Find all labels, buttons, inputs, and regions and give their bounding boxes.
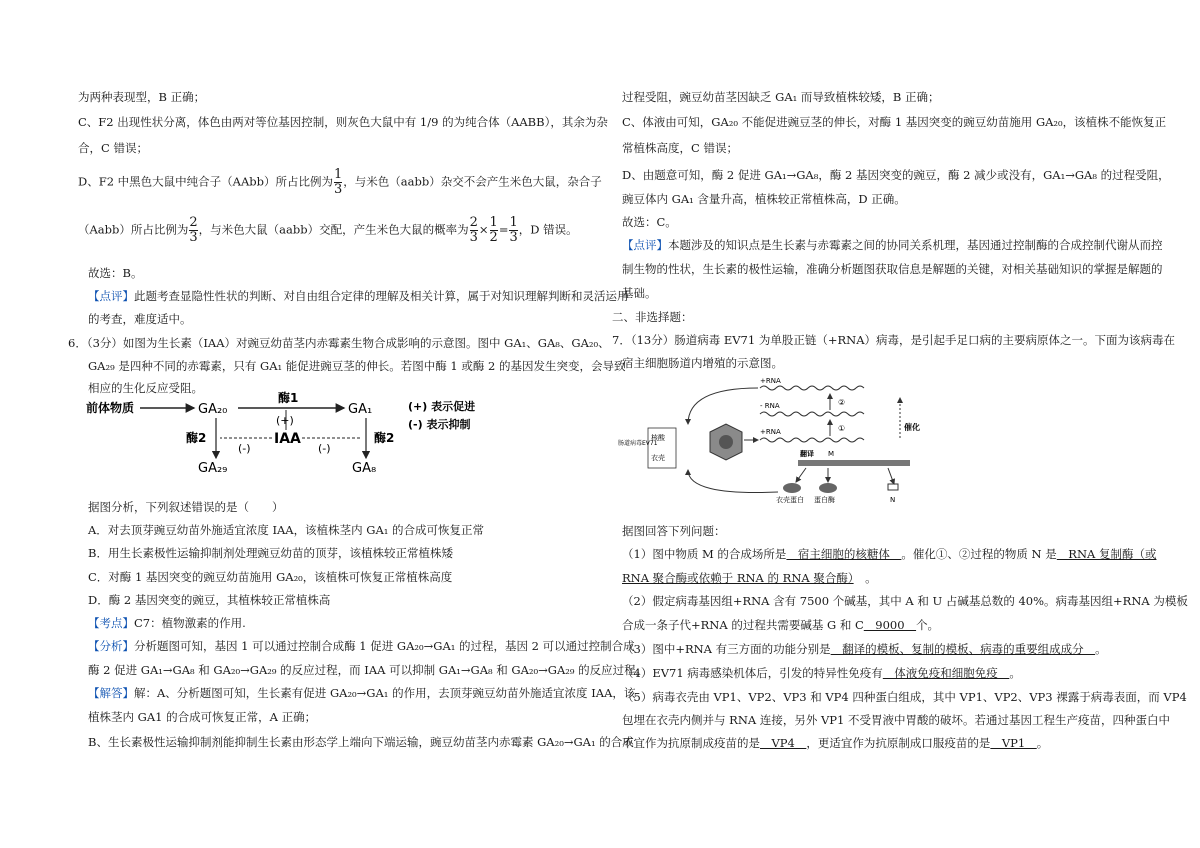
comment-text: 此题考查显隐性性状的判断、对自由组合定律的理解及相关计算，属于对知识理解判断和灵活运用 <box>134 289 629 303</box>
fraction <box>470 216 478 245</box>
shell-label: 衣壳 <box>651 454 665 462</box>
comment-tag: 【点评】 <box>622 238 668 252</box>
ga20-label: GA₂₀ <box>198 402 228 417</box>
question-text: 。 <box>1036 736 1049 750</box>
text-segment: ，与米色（aabb）杂交不会产生米色大鼠，杂合子 <box>343 174 602 189</box>
ga8-label: GA₈ <box>352 461 377 476</box>
option-b: B．用生长素极性运输抑制剂处理豌豆幼苗的顶芽，该植株较正常植株矮 <box>88 546 453 560</box>
enzyme2-left-label: 酶2 <box>186 431 207 445</box>
answer-text: 解：A、分析题图可知，生长素有促进 GA₂₀→GA₁ 的作用，去顶芽豌豆幼苗外施适宜浓度 IAA，该 <box>134 686 636 700</box>
question-stem: 据图回答下列问题： <box>622 524 726 538</box>
answer-4-line <box>612 664 1132 682</box>
text-segment: ，D 错误。 <box>518 222 578 237</box>
answer-blank: RNA 复制酶（或 <box>1056 547 1157 561</box>
enzyme2-right-label: 酶2 <box>374 431 395 445</box>
iaa-label: IAA <box>274 431 301 447</box>
answer-3-line <box>612 640 1132 658</box>
analysis-line: 酶 2 促进 GA₁→GA₈ 和 GA₂₀→GA₂₉ 的反应过程，而 IAA 可以抑制 GA₁→GA₈ 和 GA₂₀→GA₂₉ 的反应过程。 <box>88 663 648 677</box>
option-c: C．对酶 1 基因突变的豌豆幼苗施用 GA₂₀，该植株可恢复正常植株高度 <box>88 570 453 584</box>
text-line: 为两种表现型，B 正确； <box>78 90 206 104</box>
option-a: A．对去顶芽豌豆幼苗外施适宜浓度 IAA，该植株茎内 GA₁ 的合成可恢复正常 <box>88 523 485 537</box>
question-text: 不宜作为抗原制成疫苗的是 <box>622 736 760 750</box>
core-label: 核酸 <box>651 434 665 442</box>
fraction-denominator: 3 <box>509 230 518 245</box>
analysis-tag: 【分析】 <box>88 639 134 653</box>
text-line-with-fraction <box>78 216 598 245</box>
rna-minus: - RNA <box>760 402 780 410</box>
fraction <box>189 216 197 245</box>
polypeptide-bar <box>798 460 910 466</box>
comment-line <box>612 236 1163 254</box>
answer-2-line <box>612 616 1132 634</box>
legend-minus: (-) 表示抑制 <box>408 418 471 431</box>
fraction-numerator: 1 <box>334 167 343 182</box>
answer-line: B、生长素极性运输抑制剂能抑制生长素由形态学上端向下端运输，豌豆幼苗茎内赤霉素 GA₂₀→GA₁ 的合成 <box>88 735 634 749</box>
n-label: N <box>890 496 896 504</box>
question-text: （3）图中+RNA 有三方面的功能分别是 <box>622 642 831 656</box>
question-7-line: 7．（13分）肠道病毒 EV71 为单股正链（+RNA）病毒，是引起手足口病的主要病原体之一。下面为该病毒在 <box>612 333 1176 347</box>
knowledge-tag: 【考点】 <box>88 616 134 630</box>
question-text: 。 <box>853 571 877 585</box>
rna-plus-top: +RNA <box>760 377 781 385</box>
answer-1-line <box>612 545 1157 563</box>
rna-plus-mid: +RNA <box>760 428 781 436</box>
question-6-line: 相应的生化反应受阻。 <box>88 381 203 395</box>
catalyze-label: 催化 <box>904 423 920 432</box>
operator: = <box>498 222 509 237</box>
answer-5-line: 包埋在衣壳内侧并与 RNA 连接，另外 VP1 不受胃液中胃酸的破坏。若通过基因工程生产疫苗，四种蛋白中 <box>622 713 1171 727</box>
question-6-line: GA₂₉ 是四种不同的赤霉素，只有 GA₁ 能促进豌豆茎的伸长。若图中酶 1 或酶 2 的基因发生突变，会导致 <box>88 359 626 373</box>
answer-tag: 【解答】 <box>88 686 134 700</box>
operator: × <box>478 222 489 237</box>
text-segment: ，与米色大鼠（aabb）交配，产生米色大鼠的概率为 <box>198 222 469 237</box>
answer-5-line: （5）病毒衣壳由 VP1、VP2、VP3 和 VP4 四种蛋白组成，其中 VP1、VP2、VP3 裸露于病毒表面，而 VP4 <box>622 690 1187 704</box>
option-d: D．酶 2 基因突变的豌豆，其植株较正常植株高 <box>88 593 331 607</box>
fraction <box>509 216 517 245</box>
text-line: 制生物的性状，生长素的极性运输，准确分析题图获取信息是解题的关键，对相关基础知识的掌握是解题的 <box>622 262 1163 276</box>
answer-2-line: （2）假定病毒基因组+RNA 含有 7500 个碱基，其中 A 和 U 占碱基总数的 40%。病毒基因组+RNA 为模板 <box>622 594 1188 608</box>
question-text: ，更适宜作为抗原制成口服疫苗的是 <box>806 736 991 750</box>
fraction <box>334 168 342 197</box>
virus-name-label: 肠道病毒EV71 <box>618 440 658 447</box>
text-segment: （Aabb）所占比例为 <box>78 222 189 237</box>
answer-line: 植株茎内 GA1 的合成可恢复正常，A 正确； <box>88 710 317 724</box>
text-line-with-fraction <box>78 167 602 197</box>
fraction-numerator: 2 <box>469 215 478 230</box>
knowledge-point <box>78 614 598 632</box>
precursor-label: 前体物质 <box>86 401 135 415</box>
analysis-text: 分析题图可知，基因 1 可以通过控制合成酶 1 促进 GA₂₀→GA₁ 的过程，基因 2 可以通过控制合成 <box>134 639 635 653</box>
fraction <box>490 216 498 245</box>
question-text: 个。 <box>916 618 940 632</box>
step-1-marker: ① <box>838 424 846 433</box>
minus-sign-left: (-) <box>238 442 251 455</box>
text-line: C、体液由可知，GA₂₀ 不能促进豌豆茎的伸长，对酶 1 基因突变的豌豆幼苗施用 GA₂₀，该植株不能恢复正 <box>622 115 1167 129</box>
step-2-marker: ② <box>838 398 846 407</box>
answer-blank: RNA 聚合酶或依赖于 RNA 的 RNA 聚合酶） <box>622 571 854 585</box>
fraction-numerator: 1 <box>489 215 498 230</box>
comment-text: 本题涉及的知识点是生长素与赤霉素之间的协同关系机理，基因通过控制酶的合成控制代谢从而控 <box>668 238 1163 252</box>
ga1-label: GA₁ <box>348 402 373 417</box>
question-text: （1）图中物质 M 的合成场所是 <box>622 547 787 561</box>
text-line: 合，C 错误； <box>78 141 148 155</box>
fraction-denominator: 2 <box>489 230 498 245</box>
text-line: 过程受阻，豌豆幼苗茎因缺乏 GA₁ 而导致植株较矮，B 正确； <box>622 90 940 104</box>
answer-blank: VP1 <box>990 736 1037 750</box>
text-line: 的考查，难度适中。 <box>88 312 192 326</box>
protease-label: 蛋白酶 <box>814 496 835 504</box>
question-6-line: 6．（3分）如图为生长素（IAA）对豌豆幼苗茎内赤霉素生物合成影响的示意图。图中 GA₁、GA₈、GA₂₀、 <box>68 336 610 350</box>
answer-blank: 宿主细胞的核糖体 <box>786 547 902 561</box>
answer-blank: 9000 <box>863 618 917 632</box>
text-line: D、由题意可知，酶 2 促进 GA₁→GA₈，酶 2 基因突变的豌豆，酶 2 减少或没有，GA₁→GA₈ 的过程受阻， <box>622 168 1170 182</box>
text-line: 豌豆体内 GA₁ 含量升高，植株较正常植株高，D 正确。 <box>622 192 906 206</box>
minus-sign-right: (-) <box>318 442 331 455</box>
answer-5-line <box>612 734 1132 752</box>
question-text: 。 <box>1095 642 1107 656</box>
text-line: 故选：B。 <box>88 266 143 280</box>
shell-protein-label: 衣壳蛋白 <box>776 496 804 504</box>
section-heading: 二、非选择题： <box>612 310 693 324</box>
fraction-denominator: 3 <box>334 182 343 197</box>
answer-blank: VP4 <box>760 736 807 750</box>
virus-replication-diagram <box>618 374 928 506</box>
ga29-label: GA₂₉ <box>198 461 228 476</box>
text-line: 常植株高度，C 错误； <box>622 141 738 155</box>
legend-plus: (+) 表示促进 <box>408 400 476 413</box>
translate-label: 翻译 <box>800 450 814 458</box>
comment-tag: 【点评】 <box>88 289 134 303</box>
knowledge-text: C7：植物激素的作用. <box>134 616 246 630</box>
answer-blank: 翻译的模板、复制的模板、病毒的重要组成成分 <box>830 642 1096 656</box>
question-stem: 据图分析，下列叙述错误的是（ ） <box>88 500 284 514</box>
question-text: （4）EV71 病毒感染机体后，引发的特异性免疫有 <box>622 666 883 680</box>
answer-1-line <box>612 569 1132 587</box>
m-label: M <box>828 450 835 458</box>
fraction-numerator: 2 <box>189 215 198 230</box>
fraction-denominator: 3 <box>469 230 478 245</box>
question-7-line: 宿主细胞肠道内增殖的示意图。 <box>622 356 783 370</box>
plus-sign: (+) <box>276 414 294 427</box>
question-text: 合成一条子代+RNA 的过程共需要碱基 G 和 C <box>622 618 864 632</box>
answer-blank: 体液免疫和细胞免疫 <box>882 666 1010 680</box>
enzyme1-label: 酶1 <box>278 391 299 405</box>
text-line: C、F2 出现性状分离，体色由两对等位基因控制，则灰色大鼠中有 1/9 的为纯合体（AABB），其余为杂 <box>78 115 608 129</box>
question-text: 。 <box>1009 666 1021 680</box>
comment-line <box>78 287 629 305</box>
text-line: 故选：C。 <box>622 215 677 229</box>
fraction-denominator: 3 <box>189 230 198 245</box>
answer-line <box>78 684 636 702</box>
gibberellin-diagram <box>86 391 486 482</box>
text-line: 基础。 <box>622 286 657 300</box>
question-text: 。催化①、②过程的物质 N 是 <box>901 547 1057 561</box>
fraction-numerator: 1 <box>509 215 518 230</box>
analysis-line <box>78 637 635 655</box>
text-segment: D、F2 中黑色大鼠中纯合子（AAbb）所占比例为 <box>78 174 334 189</box>
